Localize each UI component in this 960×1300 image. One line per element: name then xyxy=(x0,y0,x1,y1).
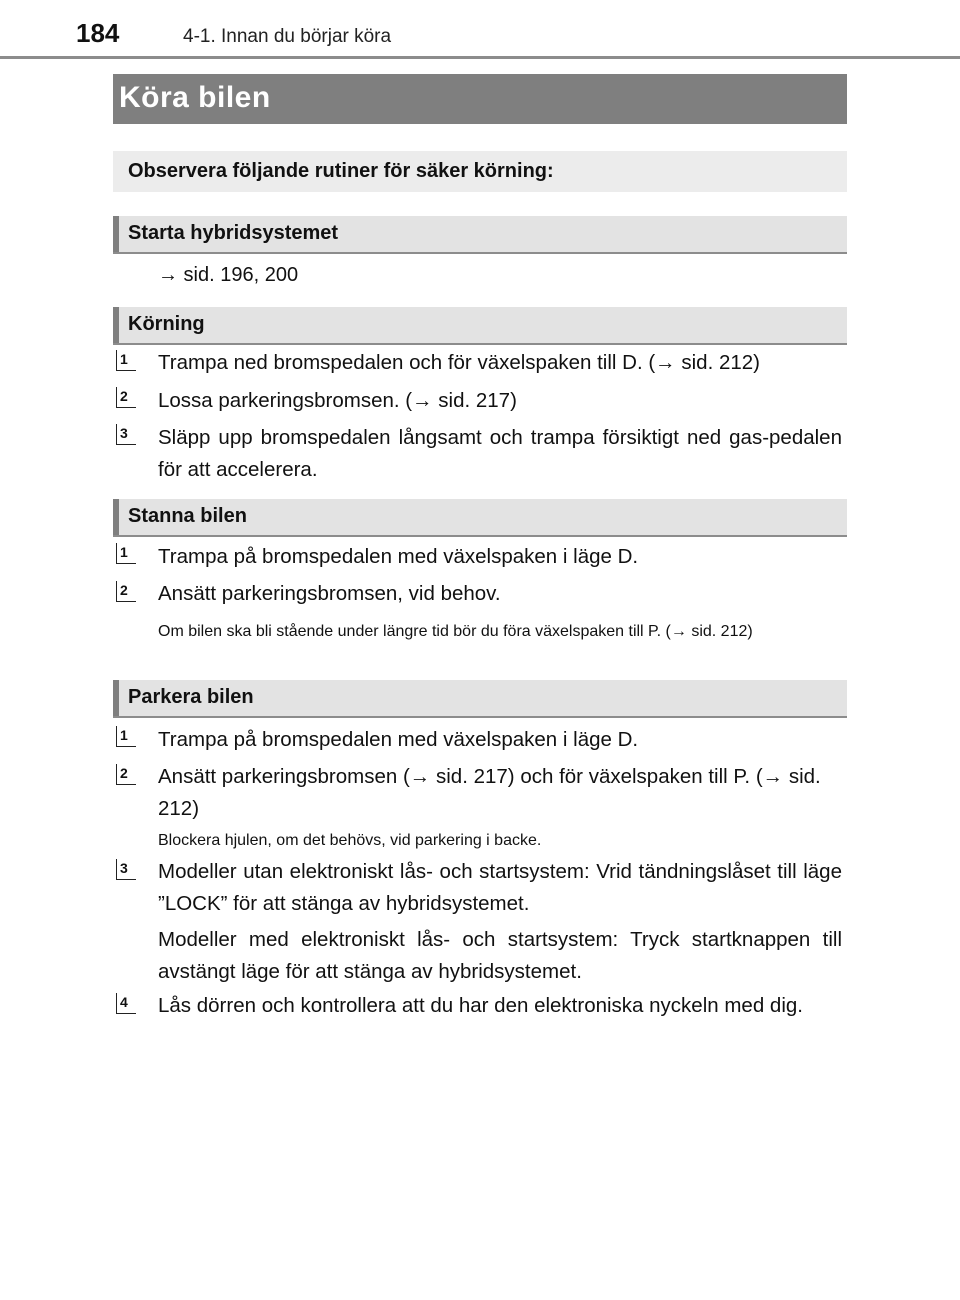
section-heading-start xyxy=(113,216,847,254)
step-number-badge: 1 xyxy=(116,543,136,564)
main-title-banner xyxy=(113,74,847,124)
section-title: Körning xyxy=(128,313,205,335)
section-heading-stop xyxy=(113,499,847,537)
park-step-3a: Modeller utan elektroniskt lås- och startsystem: Vrid tändningslåset till läge ”LOCK” för att stänga av hybridsystemet. xyxy=(158,860,842,915)
main-title: Köra bilen xyxy=(119,81,271,114)
park-step-1: Trampa på bromspedalen med växelspaken i läge D. xyxy=(158,728,639,751)
section-bar xyxy=(113,216,119,252)
park-step-3b: Modeller med elektroniskt lås- och startsystem: Tryck startknappen till avstängt läge för att stänga av hybridsystemet. xyxy=(158,928,842,983)
driving-step-2: Lossa parkeringsbromsen. (→ sid. 217) xyxy=(158,389,517,412)
section-bar xyxy=(113,680,119,716)
stop-step-1: Trampa på bromspedalen med växelspaken i läge D. xyxy=(158,545,639,568)
step-number-badge: 1 xyxy=(116,726,136,747)
park-step-2: Ansätt parkeringsbromsen (→ sid. 217) och för växelspaken till P. (→ sid. 212) xyxy=(158,765,821,820)
step-number-badge: 3 xyxy=(116,859,136,880)
step-number-badge: 3 xyxy=(116,424,136,445)
intro-box xyxy=(113,151,847,192)
chapter-title: 4-1. Innan du börjar köra xyxy=(183,26,392,47)
step-number-badge: 2 xyxy=(116,764,136,785)
step-number-badge: 2 xyxy=(116,581,136,602)
page-header xyxy=(0,0,960,60)
section-bar xyxy=(113,499,119,535)
driving-step-1: Trampa ned bromspedalen och för växelspaken till D. (→ sid. 212) xyxy=(158,351,760,374)
park-step-4: Lås dörren och kontrollera att du har den elektroniska nyckeln med dig. xyxy=(158,994,803,1017)
stop-step-2: Ansätt parkeringsbromsen, vid behov. xyxy=(158,582,501,605)
step-number-badge: 4 xyxy=(116,993,136,1014)
header-rule xyxy=(0,56,960,59)
section-title: Stanna bilen xyxy=(128,505,247,527)
section-heading-park xyxy=(113,680,847,718)
step-number-badge: 2 xyxy=(116,387,136,408)
section-bar xyxy=(113,307,119,343)
section-heading-driving xyxy=(113,307,847,345)
page-number: 184 xyxy=(76,18,120,48)
section-title: Starta hybridsystemet xyxy=(128,222,339,244)
driving-step-3: Släpp upp bromspedalen långsamt och trampa försiktigt ned gas-pedalen för att accelerera. xyxy=(158,426,842,481)
section-title: Parkera bilen xyxy=(128,686,254,708)
step-number-badge: 1 xyxy=(116,350,136,371)
stop-note: Om bilen ska bli stående under längre tid bör du föra växelspaken till P. (→ sid. 212) xyxy=(158,623,753,640)
start-reference: → sid. 196, 200 xyxy=(158,264,299,286)
intro-text: Observera följande rutiner för säker körning: xyxy=(128,160,554,182)
park-note: Blockera hjulen, om det behövs, vid parkering i backe. xyxy=(158,832,542,849)
